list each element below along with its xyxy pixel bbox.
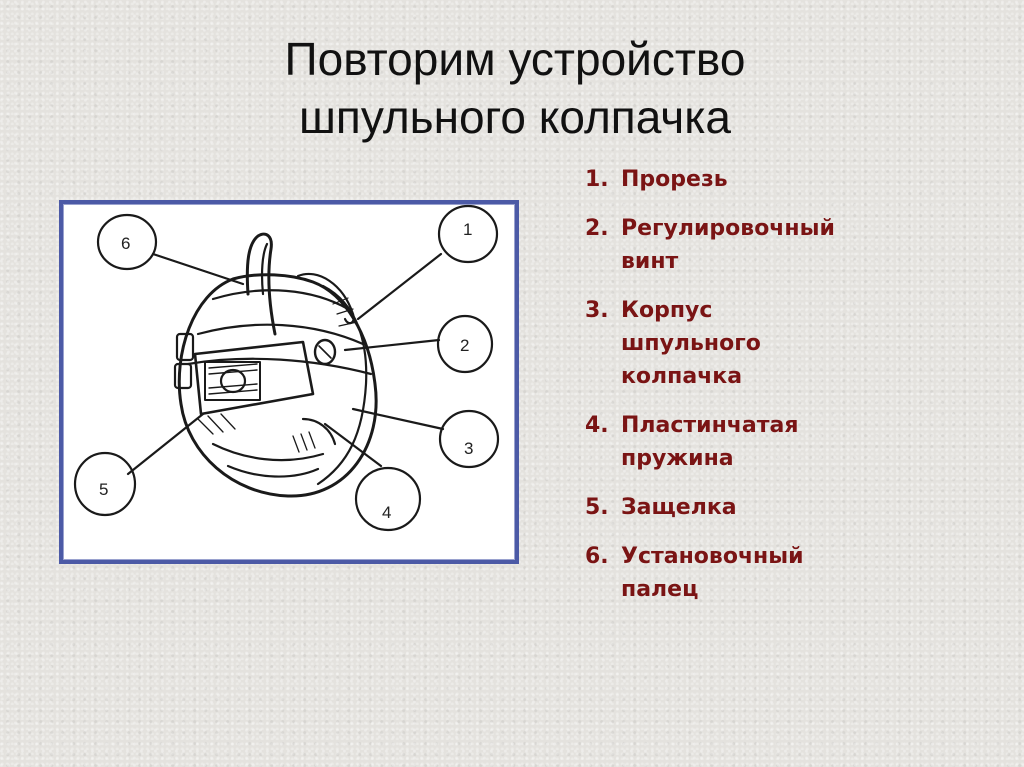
list-item	[585, 294, 1015, 393]
callout-number-1: 1	[463, 220, 473, 239]
list-item-label: Защелка	[621, 495, 737, 520]
list-item-number: 2.	[585, 216, 609, 241]
list-item-label: Установочный палец	[621, 544, 804, 602]
callout-number-5: 5	[99, 480, 109, 499]
list-item	[585, 163, 1015, 196]
callout-number-4: 4	[382, 503, 392, 522]
callout-number-2: 2	[460, 336, 470, 355]
list-item-number: 5.	[585, 495, 609, 520]
list-item-number: 4.	[585, 413, 609, 438]
title-line-2: шпульного колпачка	[299, 91, 731, 143]
parts-list	[585, 163, 1015, 622]
list-item-number: 6.	[585, 544, 609, 569]
list-item-number: 1.	[585, 167, 609, 192]
callout-number-6: 6	[121, 234, 131, 253]
title-line-1: Повторим устройство	[284, 33, 746, 85]
list-item-label: Прорезь	[621, 167, 728, 192]
list-item	[585, 491, 1015, 524]
slide-title	[150, 30, 880, 146]
list-item-number: 3.	[585, 298, 609, 323]
list-item	[585, 540, 1015, 606]
bobbin-case-figure	[59, 200, 519, 564]
list-item-label: Пластинчатая пружина	[621, 413, 799, 471]
list-item	[585, 212, 1015, 278]
list-item	[585, 409, 1015, 475]
list-item-label: Регулировочный винт	[621, 216, 835, 274]
list-item-label: Корпус шпульного колпачка	[621, 298, 761, 389]
callout-number-3: 3	[464, 439, 474, 458]
bobbin-case-drawing	[63, 204, 515, 560]
